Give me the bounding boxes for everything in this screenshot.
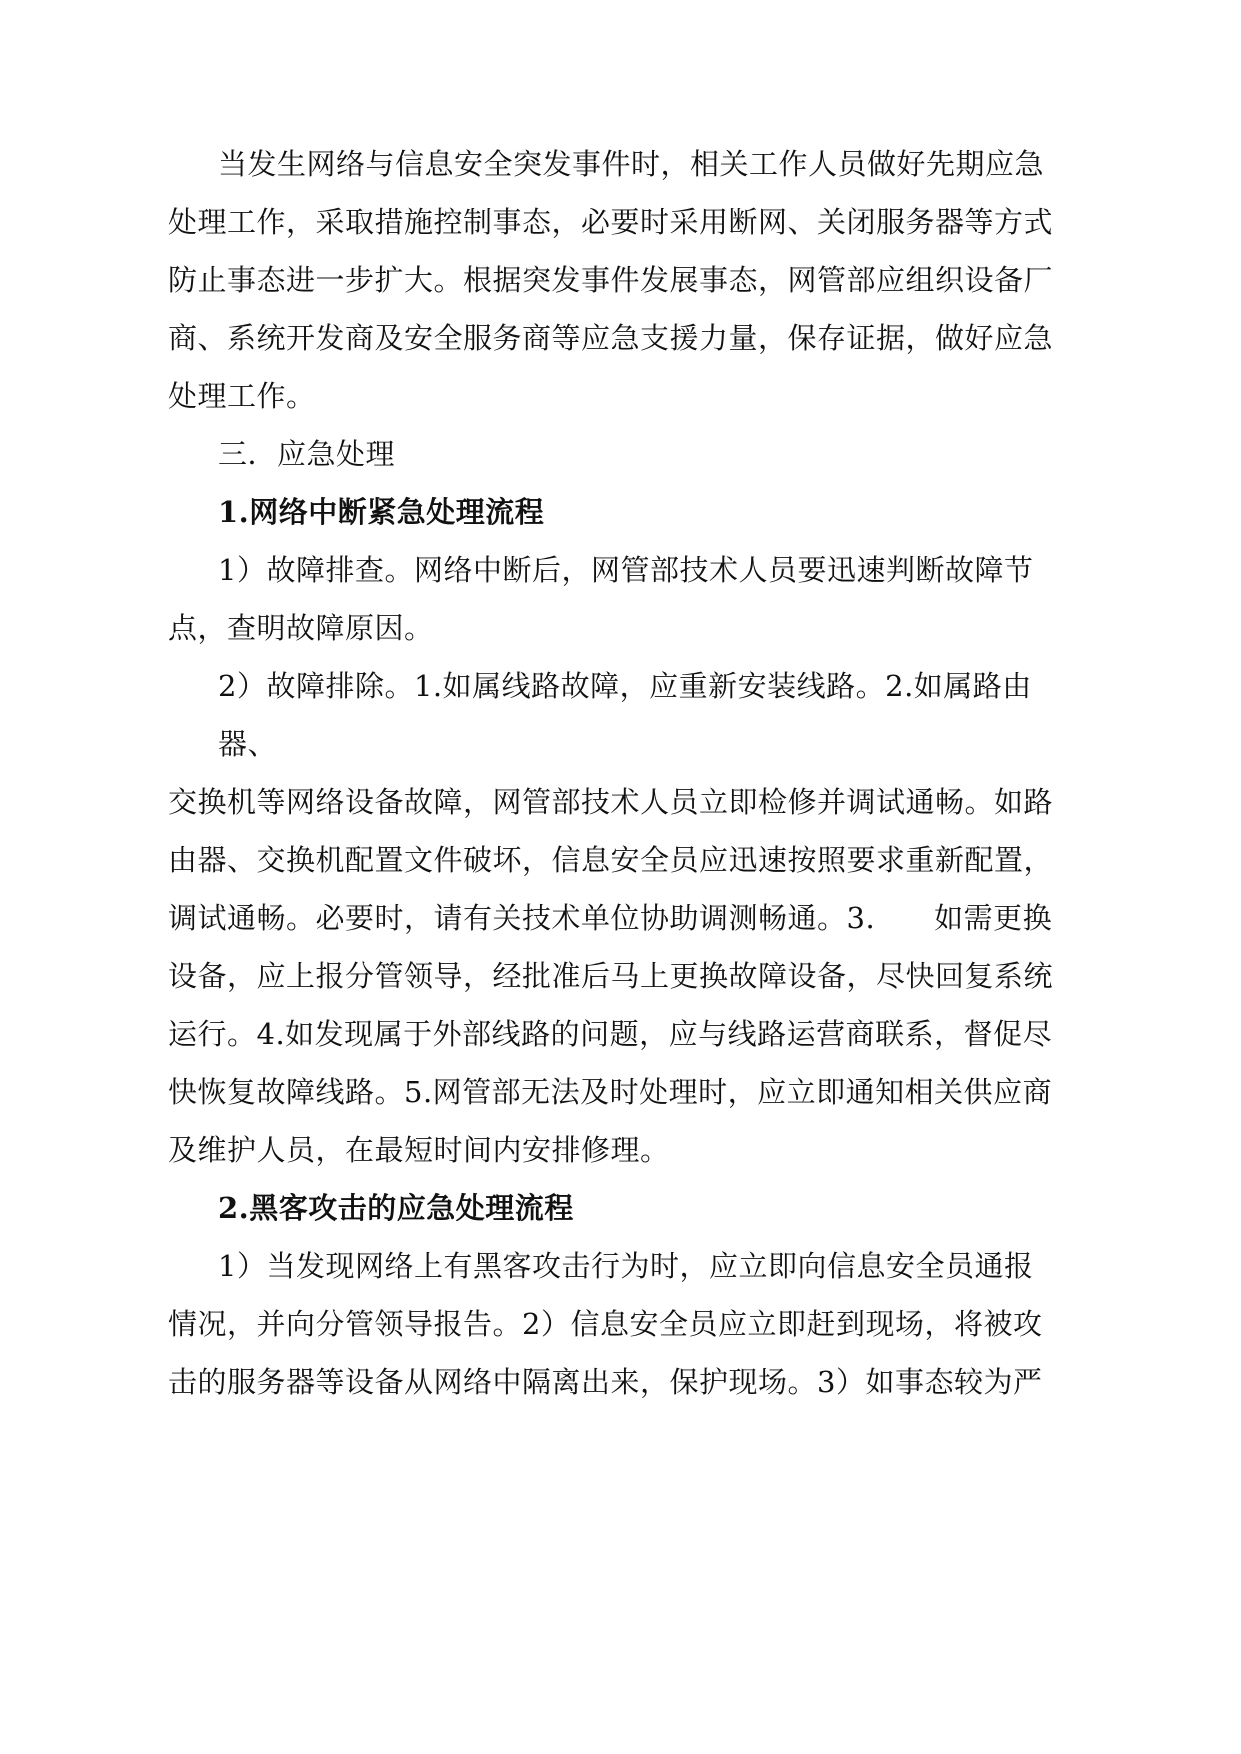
paragraph-line: 情况，并向分管领导报告。2）信息安全员应立即赶到现场，将被攻	[168, 1307, 1043, 1341]
paragraph-line: 防止事态进一步扩大。根据突发事件发展事态，网管部应组织设备厂	[168, 263, 1054, 297]
paragraph-line: 1）当发现网络上有黑客攻击行为时，应立即向信息安全员通报	[218, 1249, 1034, 1283]
paragraph-line: 运行。4.如发现属于外部线路的问题，应与线路运营商联系，督促尽	[168, 1017, 1053, 1051]
paragraph-line: 调试通畅。必要时，请有关技术单位协助调测畅通。3. 如需更换	[168, 901, 1053, 935]
paragraph-line: 当发生网络与信息安全突发事件时，相关工作人员做好先期应急	[218, 147, 1045, 181]
subsection-heading: 2.黑客攻击的应急处理流程	[218, 1191, 574, 1225]
paragraph-line: 器、	[218, 727, 278, 761]
paragraph-line: 设备，应上报分管领导，经批准后马上更换故障设备，尽快回复系统	[168, 959, 1054, 993]
paragraph-line: 由器、交换机配置文件破坏，信息安全员应迅速按照要求重新配置，	[168, 843, 1054, 877]
paragraph-line: 处理工作。	[168, 379, 316, 413]
paragraph-line: 及维护人员，在最短时间内安排修理。	[168, 1133, 670, 1167]
subsection-heading: 1.网络中断紧急处理流程	[218, 495, 545, 529]
paragraph-line: 1）故障排查。网络中断后，网管部技术人员要迅速判断故障节	[218, 553, 1034, 587]
paragraph-line: 击的服务器等设备从网络中隔离出来，保护现场。3）如事态较为严	[168, 1365, 1043, 1399]
section-heading: 三．应急处理	[218, 437, 396, 471]
paragraph-line: 商、系统开发商及安全服务商等应急支援力量，保存证据，做好应急	[168, 321, 1054, 355]
paragraph-line: 处理工作，采取措施控制事态，必要时采用断网、关闭服务器等方式	[168, 205, 1054, 239]
paragraph-line: 快恢复故障线路。5.网管部无法及时处理时，应立即通知相关供应商	[168, 1075, 1053, 1109]
paragraph-line: 点，查明故障原因。	[168, 611, 434, 645]
paragraph-line: 交换机等网络设备故障，网管部技术人员立即检修并调试通畅。如路	[168, 785, 1054, 819]
paragraph-line: 2）故障排除。1.如属线路故障，应重新安装线路。2.如属路由	[218, 669, 1032, 703]
